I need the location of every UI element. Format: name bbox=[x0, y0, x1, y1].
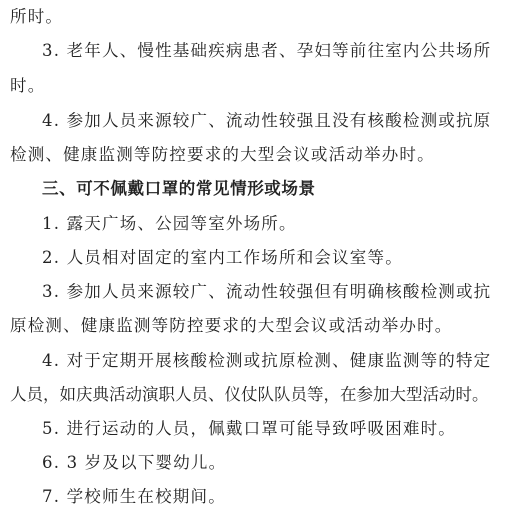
text-line: 原检测、健康监测等防控要求的大型会议或活动举办时。 bbox=[10, 316, 453, 335]
text-line: 所时。 bbox=[10, 7, 64, 26]
section-heading: 三、可不佩戴口罩的常见情形或场景 bbox=[42, 179, 316, 198]
text-line: 时。 bbox=[10, 76, 46, 95]
text-line: 4. 对于定期开展核酸检测或抗原检测、健康监测等的特定 bbox=[42, 351, 492, 370]
text-line: 7. 学校师生在校期间。 bbox=[42, 487, 226, 506]
text-line: 检测、健康监测等防控要求的大型会议或活动举办时。 bbox=[10, 145, 435, 164]
text-line: 2. 人员相对固定的室内工作场所和会议室等。 bbox=[42, 248, 403, 267]
text-line: 5. 进行运动的人员，佩戴口罩可能导致呼吸困难时。 bbox=[42, 419, 456, 438]
text-line: 人员，如庆典活动演职人员、仪仗队队员等，在参加大型活动时。 bbox=[10, 385, 489, 404]
text-line: 6. 3 岁及以下婴幼儿。 bbox=[42, 453, 227, 472]
text-line: 3. 参加人员来源较广、流动性较强但有明确核酸检测或抗 bbox=[42, 282, 492, 301]
text-line: 1. 露天广场、公园等室外场所。 bbox=[42, 214, 297, 233]
text-line: 4. 参加人员来源较广、流动性较强且没有核酸检测或抗原 bbox=[42, 111, 492, 130]
text-line: 3. 老年人、慢性基础疾病患者、孕妇等前往室内公共场所 bbox=[42, 41, 492, 60]
